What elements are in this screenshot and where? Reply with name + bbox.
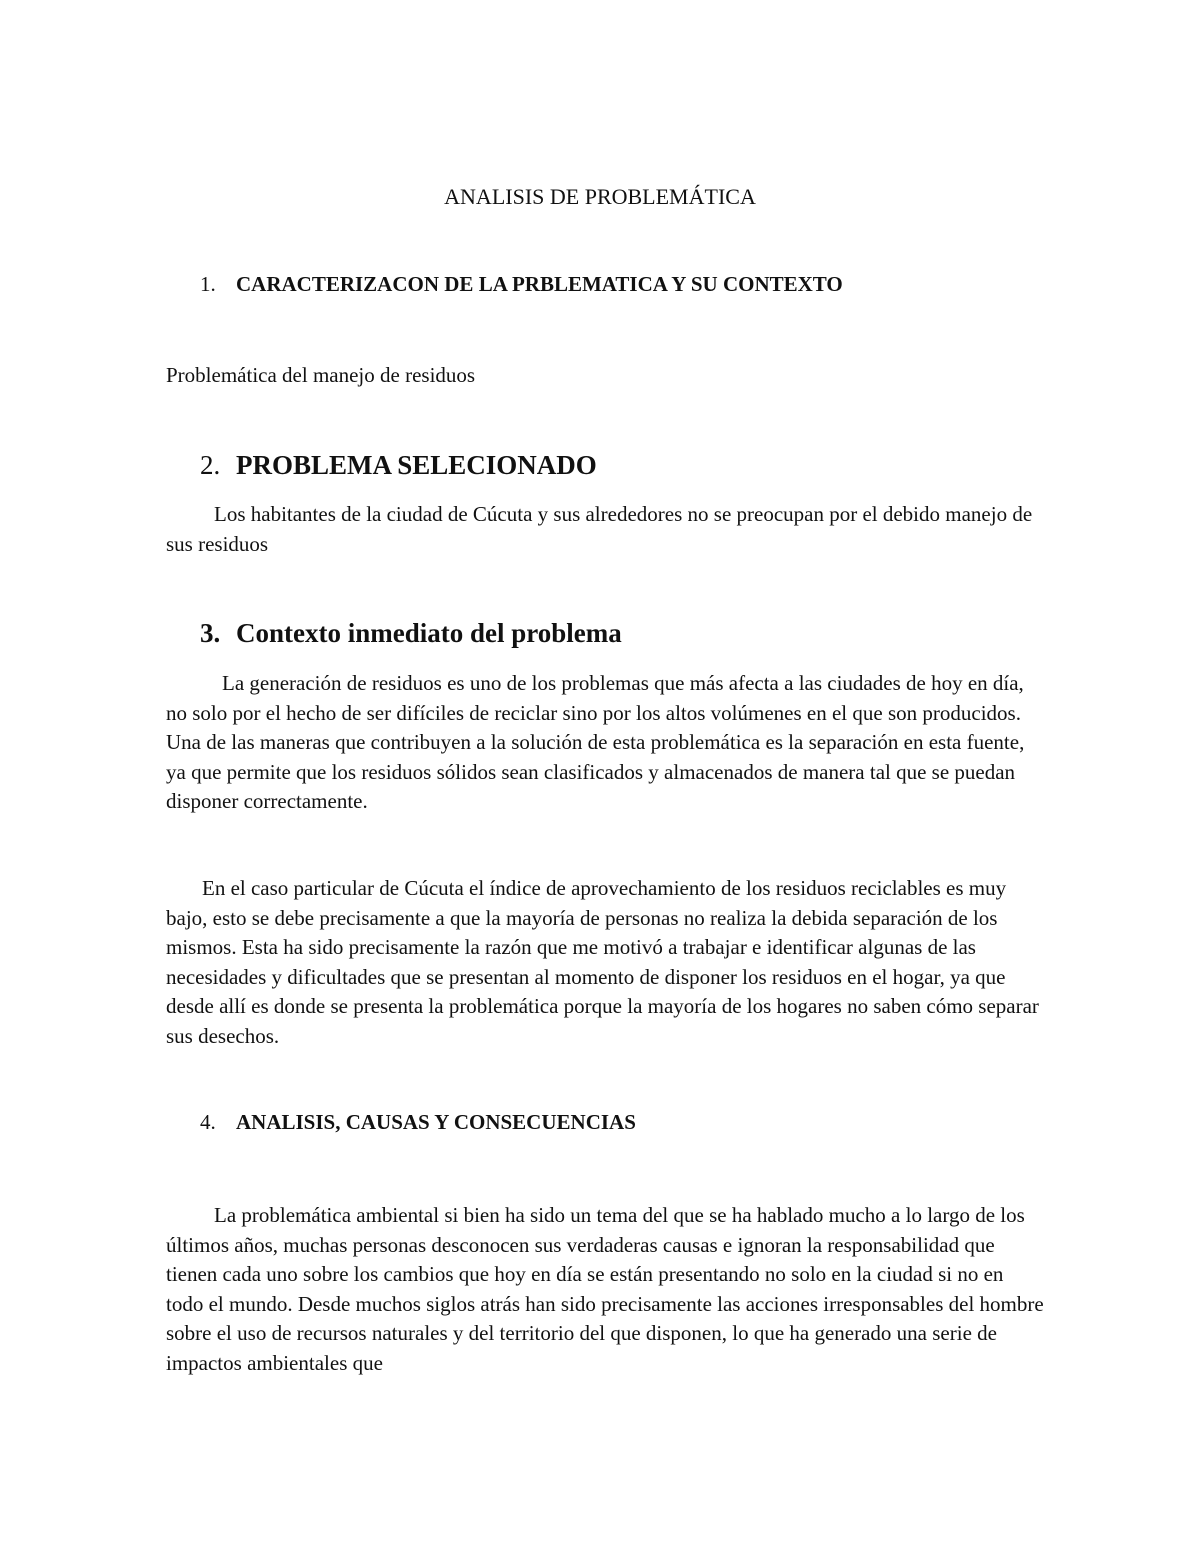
- section-title: ANALISIS, CAUSAS Y CONSECUENCIAS: [236, 1110, 636, 1134]
- section-title: PROBLEMA SELECIONADO: [236, 450, 597, 480]
- section-4-paragraph: La problemática ambiental si bien ha sido un tema del que se ha hablado mucho a lo largo de los últimos años, muchas personas desconocen sus verdaderas causas e ignoran la responsabilidad que tienen cada uno sobre los cambios que hoy en día se están presentando no solo en la ciudad si no en todo el mundo. Desde muchos siglos atrás han sido precisamente las acciones irresponsables del hombre sobre el uso de recursos naturales y del territorio del que disponen, lo que ha generado una serie de impactos ambientales que: [166, 1203, 1044, 1375]
- section-number: 3.: [200, 618, 221, 648]
- section-number: 1.: [200, 272, 216, 296]
- section-heading-3: [200, 618, 622, 649]
- section-3-paragraph-2: En el caso particular de Cúcuta el índice de aprovechamiento de los residuos reciclables es muy bajo, esto se debe precisamente a que la mayoría de personas no realiza la debida separación de los mismos. Esta ha sido precisamente la razón que me motivó a trabajar e identificar algunas de las necesidades y dificultades que se presentan al momento de disponer los residuos en el hogar, ya que desde allí es donde se presenta la problemática porque la mayoría de los hogares no saben cómo separar sus desechos.: [166, 876, 1039, 1048]
- section-1-paragraph: Problemática del manejo de residuos: [166, 363, 476, 387]
- section-title: Contexto inmediato del problema: [236, 618, 622, 648]
- section-2-paragraph: Los habitantes de la ciudad de Cúcuta y sus alrededores no se preocupan por el debido manejo de sus residuos: [166, 502, 1033, 556]
- document-title: ANALISIS DE PROBLEMÁTICA: [444, 184, 756, 209]
- section-heading-4: [200, 1110, 636, 1135]
- section-heading-2: [200, 450, 597, 481]
- section-number: 4.: [200, 1110, 216, 1134]
- section-3-paragraph-1: La generación de residuos es uno de los problemas que más afecta a las ciudades de hoy en día, no solo por el hecho de ser difíciles de reciclar sino por los altos volúmenes en el que son producidos. Una de las maneras que contribuyen a la solución de esta problemática es la separación en esta fuente, ya que permite que los residuos sólidos sean clasificados y almacenados de manera tal que se puedan disponer correctamente.: [166, 671, 1025, 814]
- section-heading-1: [200, 272, 843, 297]
- section-title: CARACTERIZACON DE LA PRBLEMATICA Y SU CONTEXTO: [236, 272, 843, 296]
- section-number: 2.: [200, 450, 221, 480]
